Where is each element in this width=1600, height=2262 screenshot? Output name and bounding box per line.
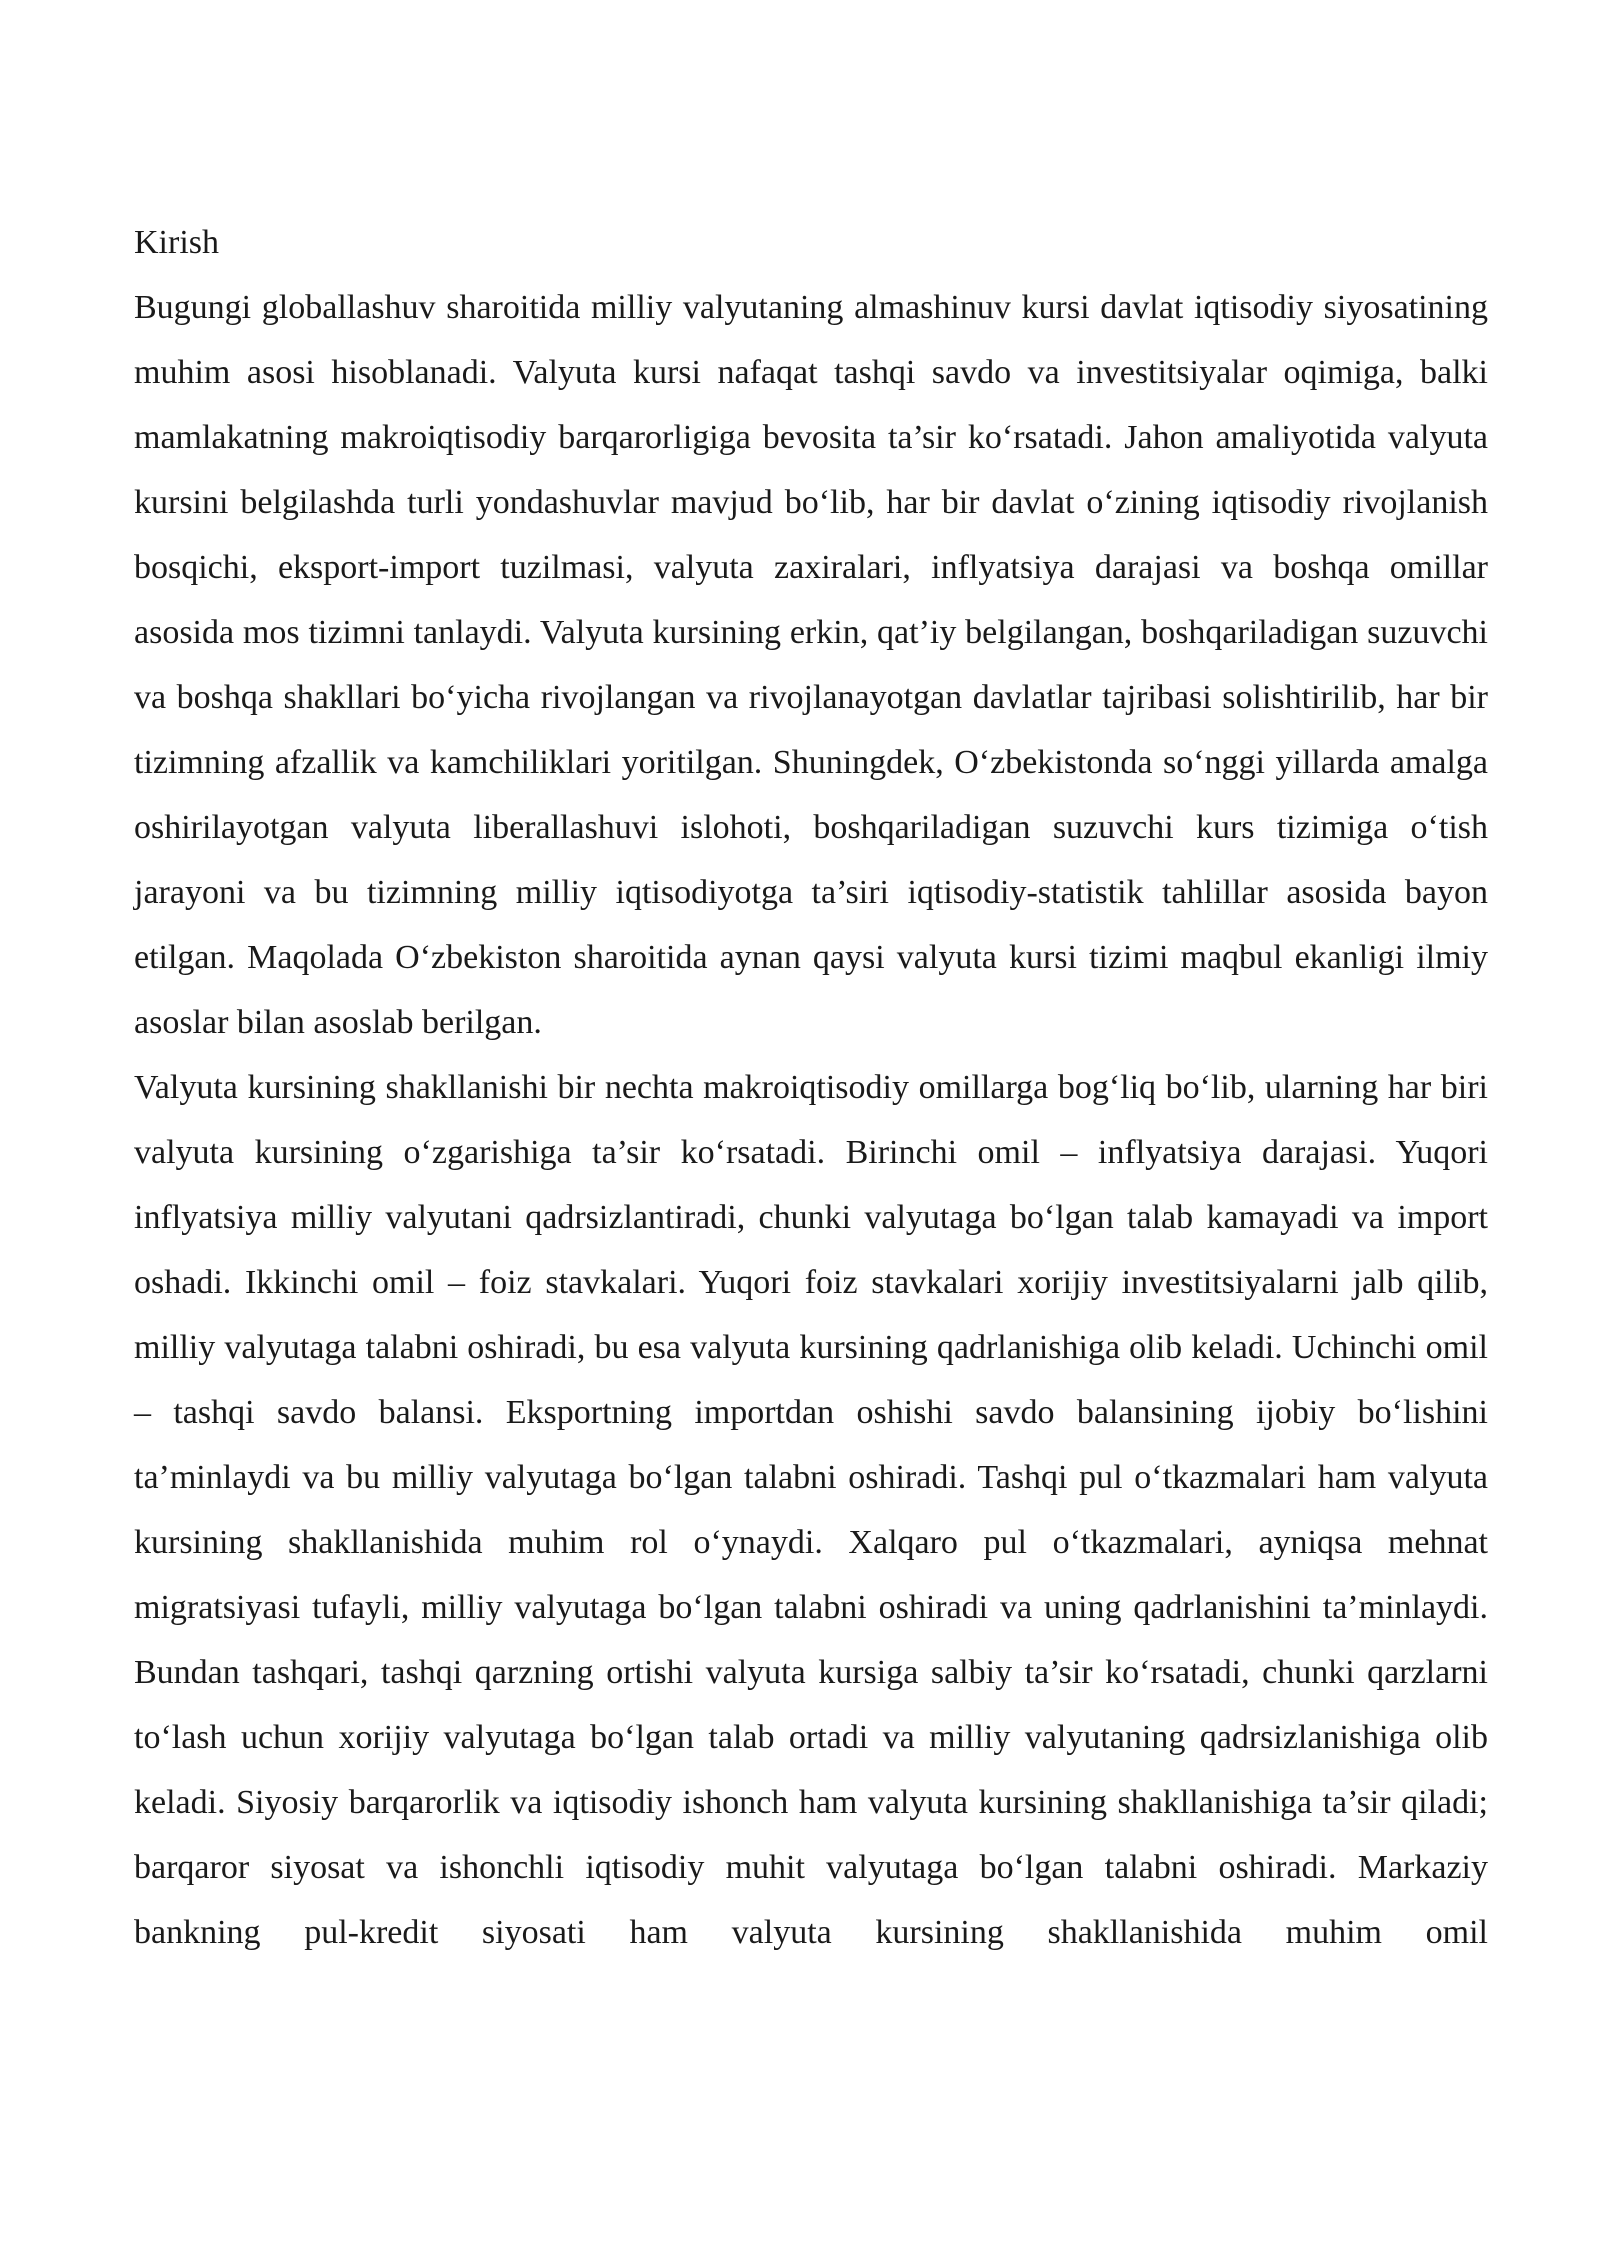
paragraph-intro: Bugungi globallashuv sharoitida milliy valyutaning almashinuv kursi davlat iqtisodiy siyosatining muhim asosi hisoblanadi. Valyuta kursi nafaqat tashqi savdo va investitsiyalar oqimiga, balki mamlakatning makroiqtisodiy barqarorligiga bevosita ta’sir ko‘rsatadi. Jahon amaliyotida valyuta kursini belgilashda turli yondashuvlar mavjud bo‘lib, har bir davlat o‘zining iqtisodiy rivojlanish bosqichi, eksport-import tuzilmasi, valyuta zaxiralari, inflyatsiya darajasi va boshqa omillar asosida mos tizimni tanlaydi. Valyuta kursining erkin, qat’iy belgilangan, boshqariladigan suzuvchi va boshqa shakllari bo‘yicha rivojlangan va rivojlanayotgan davlatlar tajribasi solishtirilib, har bir tizimning afzallik va kamchiliklari yoritilgan. Shuningdek, O‘zbekistonda so‘nggi yillarda amalga oshirilayotgan valyuta liberallashuvi islohoti, boshqariladigan suzuvchi kurs tizimiga o‘tish jarayoni va bu tizimning milliy iqtisodiyotga ta’siri iqtisodiy-statistik tahlillar asosida bayon etilgan. Maqolada O‘zbekiston sharoitida aynan qaysi valyuta kursi tizimi maqbul ekanligi ilmiy asoslar bilan asoslab berilgan. [134, 289, 1488, 1041]
section-heading: Kirish [134, 224, 219, 261]
paragraph-factors: Valyuta kursining shakllanishi bir nechta makroiqtisodiy omillarga bog‘liq bo‘lib, ularning har biri valyuta kursining o‘zgarishiga ta’sir ko‘rsatadi. Birinchi omil – inflyatsiya darajasi. Yuqori inflyatsiya milliy valyutani qadrsizlantiradi, chunki valyutaga bo‘lgan talab kamayadi va import oshadi. Ikkinchi omil – foiz stavkalari. Yuqori foiz stavkalari xorijiy investitsiyalarni jalb qilib, milliy valyutaga talabni oshiradi, bu esa valyuta kursining qadrlanishiga olib keladi. Uchinchi omil – tashqi savdo balansi. Eksportning importdan oshishi savdo balansining ijobiy bo‘lishini ta’minlaydi va bu milliy valyutaga bo‘lgan talabni oshiradi. Tashqi pul o‘tkazmalari ham valyuta kursining shakllanishida muhim rol o‘ynaydi. Xalqaro pul o‘tkazmalari, ayniqsa mehnat migratsiyasi tufayli, milliy valyutaga bo‘lgan talabni oshiradi va uning qadrlanishini ta’minlaydi. Bundan tashqari, tashqi qarzning ortishi valyuta kursiga salbiy ta’sir ko‘rsatadi, chunki qarzlarni to‘lash uchun xorijiy valyutaga bo‘lgan talab ortadi va milliy valyutaning qadrsizlanishiga olib keladi. Siyosiy barqarorlik va iqtisodiy ishonch ham valyuta kursining shakllanishiga ta’sir qiladi; barqaror siyosat va ishonchli iqtisodiy muhit valyutaga bo‘lgan talabni oshiradi. Markaziy bankning pul-kredit siyosati ham valyuta kursining shakllanishida muhim omil [134, 1069, 1488, 1951]
document-body [134, 210, 1488, 1965]
